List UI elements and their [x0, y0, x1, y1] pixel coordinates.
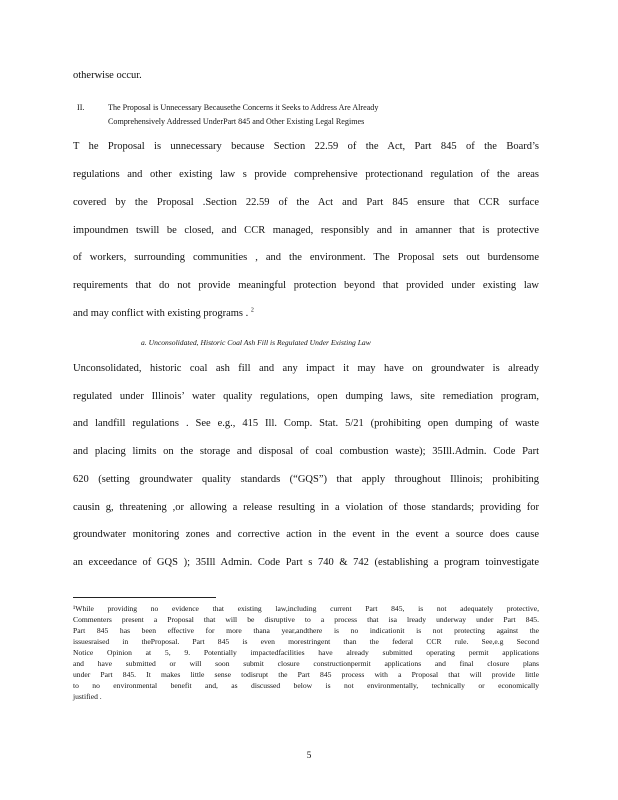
footnote-line: to no environmental benefit and, as discussed below is not environmentally, technically or economically	[73, 681, 539, 690]
para2-line: 620 (setting groundwater quality standards (“GQS”) that apply throughout Illinois; prohibiting	[73, 474, 539, 485]
para2-line: groundwater monitoring zones and corrective action in the event in the event a source does cause	[73, 529, 539, 540]
para1-last-line	[73, 308, 539, 319]
footnote-line: under Part 845. It makes little sense todisrupt the Part 845 process with a Proposal that will provide little	[73, 670, 539, 679]
section-heading-line-1: The Proposal is Unnecessary Becausethe Concerns it Seeks to Address Are Already	[108, 102, 379, 112]
para2-line: an exceedance of GQS ); 35Ill Admin. Code Part s 740 & 742 (establishing a program toinvestigate	[73, 557, 539, 568]
section-heading-line-2: Comprehensively Addressed UnderPart 845 and Other Existing Legal Regimes	[108, 116, 365, 126]
page-number: 5	[306, 751, 312, 761]
para1-line: requirements that do not provide meaningful protection beyond that provided under existing law	[73, 280, 539, 291]
para1-line: regulations and other existing law s provide comprehensive protectionand regulation of the areas	[73, 169, 539, 180]
footnote-line: issuesraised in theProposal. Part 845 is even morestringent than the federal CCR rule. See,e.g Second	[73, 637, 539, 646]
para1-line: of workers, surrounding communities , and the environment. The Proposal sets out burdensome	[73, 252, 539, 263]
subsection-heading: a. Unconsolidated, Historic Coal Ash Fill is Regulated Under Existing Law	[141, 338, 371, 347]
footnote-marker: 2	[250, 307, 254, 314]
para2-line: and placing limits on the storage and disposal of coal combustion waste); 35Ill.Admin. Code Part	[73, 446, 539, 457]
para1-line: and may conflict with existing programs .	[73, 308, 249, 319]
para2-line: Unconsolidated, historic coal ash fill and any impact it may have on groundwater is already	[73, 363, 539, 374]
footnote-line: and have submitted or will soon submit closure constructionpermit applications and final closure plans	[73, 659, 539, 668]
para1-line: T he Proposal is unnecessary because Section 22.59 of the Act, Part 845 of the Board’s	[73, 141, 539, 152]
continuation-text: otherwise occur.	[73, 70, 142, 81]
footnote-line: ¹While providing no evidence that existing law,including current Part 845, is not adequately protective,	[73, 604, 539, 613]
para1-line: impoundmen tswill be closed, and CCR managed, responsibly and in amanner that is protective	[73, 225, 539, 236]
footnote-line: justified .	[73, 692, 102, 701]
para1-line: covered by the Proposal .Section 22.59 of the Act and Part 845 ensure that CCR surface	[73, 197, 539, 208]
footnote-separator	[73, 597, 216, 598]
footnote-line: Part 845 has been effective for more thana year,andthere is no indicationit is not protecting against the	[73, 626, 539, 635]
section-heading-numeral: II.	[77, 102, 85, 112]
footnote-line: Notice Opinion at 5, 9. Potentially impactedfacilities have already submitted operating permit applications	[73, 648, 539, 657]
para2-line: and landfill regulations . See e.g., 415 Ill. Comp. Stat. 5/21 (prohibiting open dumping of waste	[73, 418, 539, 429]
footnote-line: Commenters present a Proposal that will be disruptive to a process that isa lready underway under Part 845.	[73, 615, 539, 624]
para2-line: causin g, threatening ,or allowing a release resulting in a violation of those standards; providing for	[73, 502, 539, 513]
para2-line: regulated under Illinois’ water quality regulations, open dumping laws, site remediation program,	[73, 391, 539, 402]
